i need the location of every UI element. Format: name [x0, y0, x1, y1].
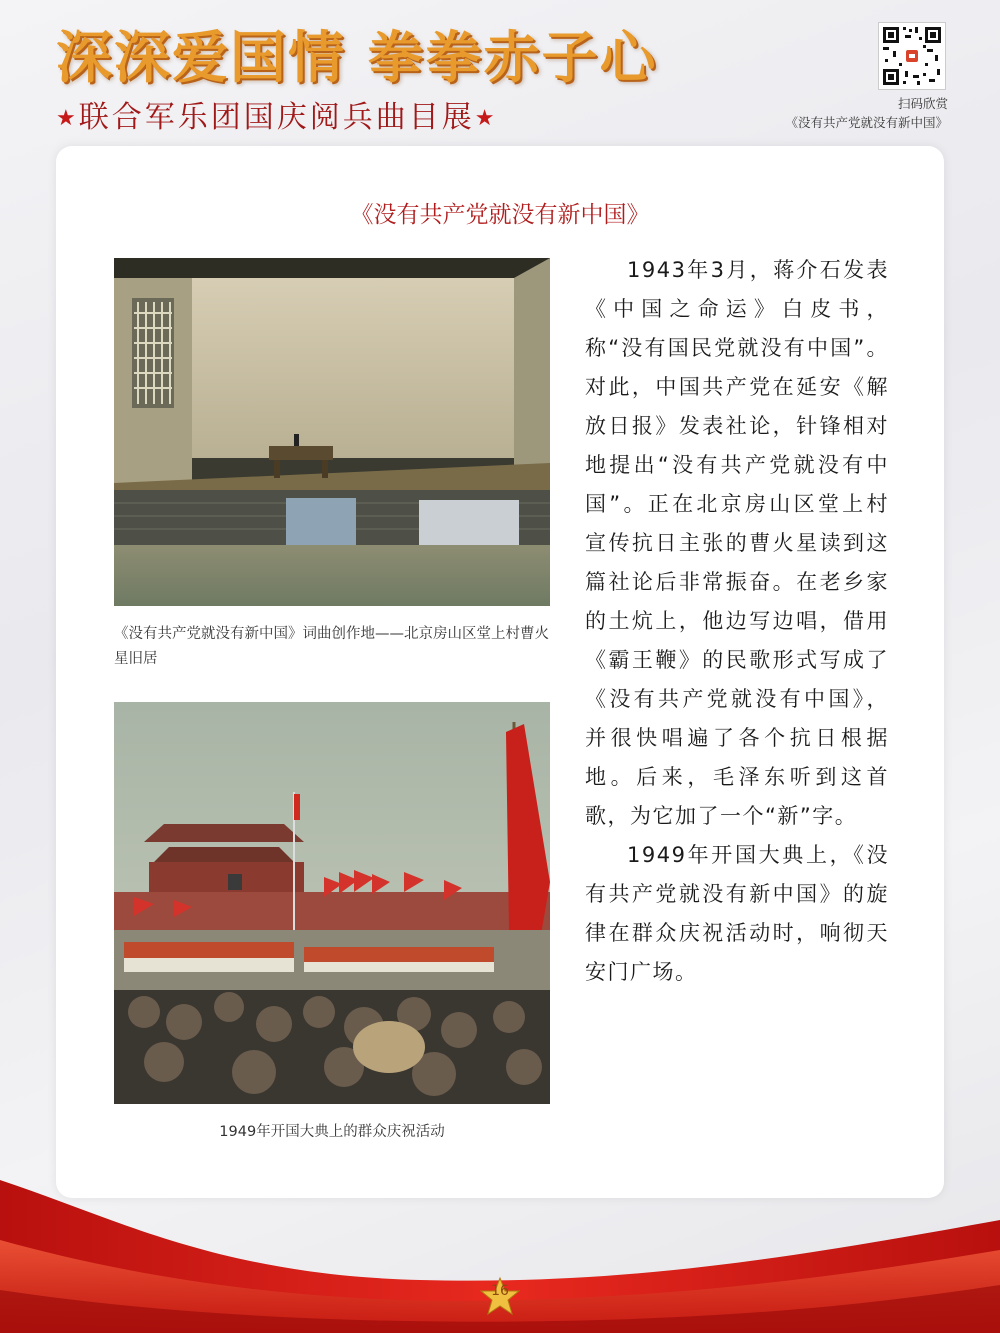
star-icon: ★	[474, 106, 498, 131]
qr-caption-line1: 扫码欣赏	[897, 96, 948, 111]
subtitle-text: 联合军乐团国庆阅兵曲目展	[78, 100, 475, 135]
article-body	[585, 251, 889, 992]
article-title: 《没有共产党就没有新中国》	[350, 202, 650, 228]
photo2-caption: 1949年开国大典上的群众庆祝活动	[219, 1124, 445, 1140]
former-residence-photo	[114, 258, 550, 606]
qr-code-icon[interactable]	[878, 22, 946, 90]
star-icon: ★	[56, 106, 79, 131]
founding-ceremony-photo	[114, 702, 550, 1104]
page-banner-title: 深深爱国情 拳拳赤子心	[56, 26, 658, 91]
photo1-caption: 《没有共产党就没有新中国》词曲创作地——北京房山区堂上村曹火星旧居	[114, 626, 549, 667]
qr-caption	[785, 94, 948, 132]
qr-caption-line2: 《没有共产党就没有新中国》	[785, 115, 948, 130]
page-number: 16	[491, 1283, 509, 1299]
page-subtitle	[56, 92, 497, 136]
article-paragraph: 1949年开国大典上，《没有共产党就没有新中国》的旋律在群众庆祝活动时，响彻天安门广场。	[585, 843, 889, 984]
article-paragraph: 1943年3月，蒋介石发表《中国之命运》白皮书，称“没有国民党就没有中国”。对此，中国共产党在延安《解放日报》发表社论，针锋相对地提出“没有共产党就没有中国”。正在北京房山区堂上村宣传抗日主张的曹火星读到这篇社论后非常振奋。在老乡家的土炕上，他边写边唱，借用《霸王鞭》的民歌形式写成了《没有共产党就没有中国》，并很快唱遍了各个抗日根据地。后来，毛泽东听到这首歌，为它加了一个“新”字。	[585, 258, 889, 828]
